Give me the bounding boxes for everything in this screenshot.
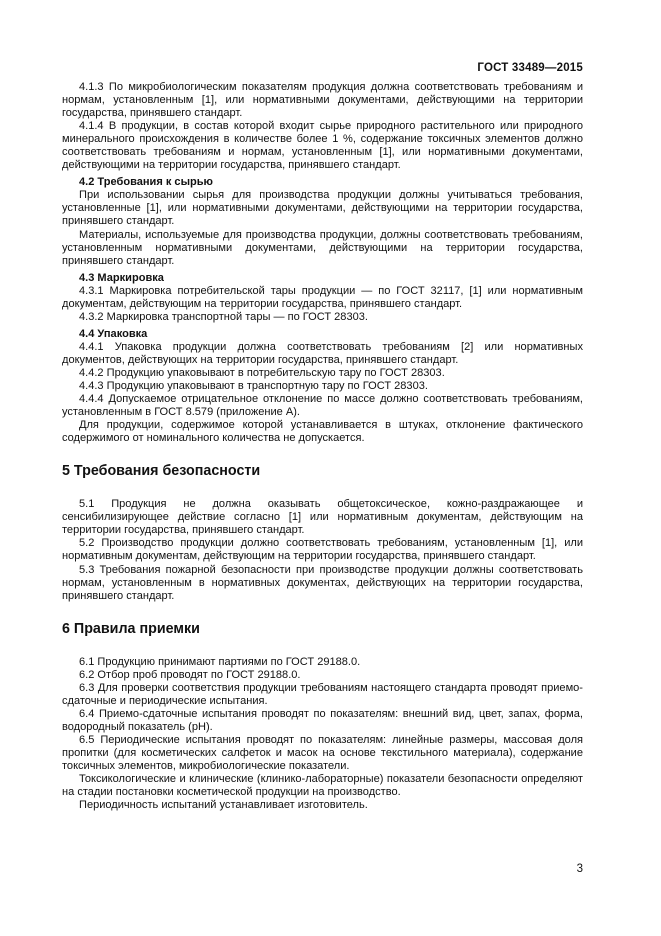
paragraph-6-2: 6.2 Отбор проб проводят по ГОСТ 29188.0.: [79, 668, 301, 681]
paragraph-4-4-4: 4.4.4 Допускаемое отрицательное отклонение по массе должно соответствовать требованиям, установленным в ГОСТ 8.579 (приложение А).: [62, 393, 583, 419]
section-6-title: 6 Правила приемки: [62, 620, 200, 637]
paragraph-4-2-a: При использовании сырья для производства продукции должны учитываться требования, установленные [1], или нормативными документами, действующими на территории государства, принявшего стандарт.: [62, 189, 583, 228]
paragraph-5-2: 5.2 Производство продукции должно соответствовать требованиям, установленным [1], или нормативным документам, действующим на территории государства, принявшего стандарт.: [62, 537, 583, 563]
section-5-title: 5 Требования безопасности: [62, 463, 261, 480]
paragraph-4-4-1: 4.4.1 Упаковка продукции должна соответствовать требованиям [2] или нормативных документов, действующих на территории государства, принявшего стандарт.: [62, 340, 583, 366]
paragraph-4-2-b: Материалы, используемые для производства продукции, должны соответствовать требованиям, установленным нормативными документами, действующими на территории государства, принявшего стандарт.: [62, 228, 583, 267]
page-content: [62, 81, 583, 812]
paragraph-4-4-5: Для продукции, содержимое которой устанавливается в штуках, отклонение фактического содержимого от номинального количества не допускается.: [62, 419, 583, 445]
subsection-4-2-title: 4.2 Требования к сырью: [79, 176, 213, 189]
subsection-4-3-title: 4.3 Маркировка: [79, 271, 164, 284]
paragraph-6-3: 6.3 Для проверки соответствия продукции требованиям настоящего стандарта проводят приемо-сдаточные и периодические испытания.: [62, 681, 583, 707]
paragraph-6-4: 6.4 Приемо-сдаточные испытания проводят по показателям: внешний вид, цвет, запах, форма, водородный показатель (рН).: [62, 707, 583, 733]
paragraph-6-6: Токсикологические и клинические (клинико-лабораторные) показатели безопасности определяют на стадии постановки косметической продукции на производство.: [62, 773, 583, 799]
paragraph-4-4-3: 4.4.3 Продукцию упаковывают в транспортную тару по ГОСТ 28303.: [79, 380, 428, 393]
document-code-header: ГОСТ 33489—2015: [477, 62, 583, 74]
paragraph-4-1-4: 4.1.4 В продукции, в состав которой входит сырье природного растительного или природного минерального происхождения в количестве более 1 %, содержание токсичных элементов должно соответствовать требованиям и нормам, установленным [1], или нормативными документами, действующими на территории государства, принявшего стандарт.: [62, 120, 583, 172]
paragraph-6-7: Периодичность испытаний устанавливает изготовитель.: [79, 799, 368, 812]
paragraph-4-1-3: 4.1.3 По микробиологическим показателям продукция должна соответствовать требованиям и нормам, установленным [1], или нормативными документами, действующими на территории государства, принявшего стандарт.: [62, 81, 583, 120]
paragraph-6-1: 6.1 Продукцию принимают партиями по ГОСТ 29188.0.: [79, 655, 361, 668]
paragraph-4-4-2: 4.4.2 Продукцию упаковывают в потребительскую тару по ГОСТ 28303.: [79, 366, 445, 379]
subsection-4-4-title: 4.4 Упаковка: [79, 327, 148, 340]
paragraph-6-5: 6.5 Периодические испытания проводят по показателям: линейные размеры, массовая доля пропитки (для косметических салфеток и масок на основе текстильного материала), содержание токсичных элементов, микробиологические показатели.: [62, 733, 583, 773]
paragraph-4-3-2: 4.3.2 Маркировка транспортной тары — по ГОСТ 28303.: [79, 310, 368, 323]
page-number: 3: [576, 863, 583, 875]
paragraph-4-3-1: 4.3.1 Маркировка потребительской тары продукции — по ГОСТ 32117, [1] или нормативным документам, действующим на территории государства, принявшего стандарт.: [62, 284, 583, 310]
paragraph-5-3: 5.3 Требования пожарной безопасности при производстве продукции должны соответствовать нормам, установленным в нормативных документах, действующих на территории государства, принявшего стандарт.: [62, 563, 583, 602]
paragraph-5-1: 5.1 Продукция не должна оказывать общетоксическое, кожно-раздражающее и сенсибилизирующее действие согласно [1] или нормативным документам, действующим на территории государства, принявшего стандарт.: [62, 498, 583, 537]
